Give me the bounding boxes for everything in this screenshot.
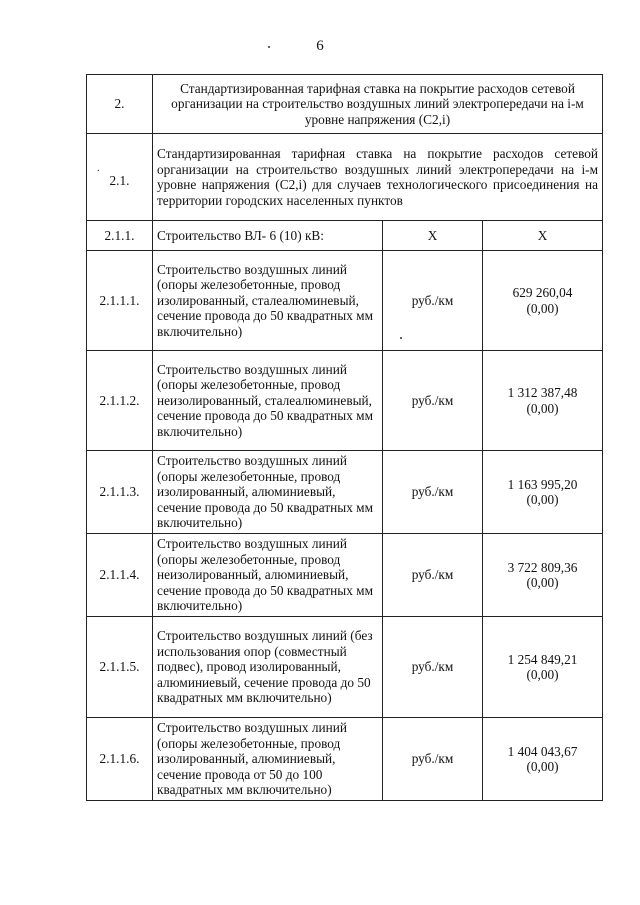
group-row xyxy=(87,221,603,251)
subsection-mark: . xyxy=(97,163,100,175)
row-description: Строительство воздушных линий (опоры железобетонные, провод изолированный, сталеалюминевый, сечение провода до 50 квадратных мм включительно) xyxy=(153,251,383,351)
row-description: Строительство воздушных линий (без использования опор (совместный подвес), провод изолированный, алюминиевый, сечение провода до 50 квадратных мм включительно) xyxy=(153,617,383,718)
row-number: 2.1.1.4. xyxy=(87,534,153,617)
row-value-sub: (0,00) xyxy=(526,300,559,316)
subsection-row xyxy=(87,134,603,221)
row-value-sub: (0,00) xyxy=(526,759,559,774)
row-value: 3 722 809,36 xyxy=(507,559,578,575)
tariff-table xyxy=(86,74,603,801)
row-value-cell xyxy=(483,351,603,451)
table-row xyxy=(87,251,603,351)
row-value: 1 312 387,48 xyxy=(507,385,578,400)
table-row xyxy=(87,351,603,451)
section-row xyxy=(87,75,603,134)
subsection-number-cell xyxy=(87,134,153,221)
table-row xyxy=(87,534,603,617)
row-number: 2.1.1.5. xyxy=(87,617,153,718)
row-number: 2.1.1.3. xyxy=(87,451,153,534)
row-unit: руб./км xyxy=(383,617,483,718)
row-value-cell xyxy=(483,617,603,718)
row-value-cell xyxy=(483,251,603,351)
subsection-number: 2.1. xyxy=(109,173,130,189)
row-unit: руб./км xyxy=(383,718,483,801)
row-unit: руб./км xyxy=(383,534,483,617)
row-description: Строительство воздушных линий (опоры железобетонные, провод изолированный, алюминиевый, сечение провода до 50 квадратных мм включительно) xyxy=(153,451,383,534)
group-unit: X xyxy=(383,221,483,251)
section-number: 2. xyxy=(87,75,153,134)
table-row xyxy=(87,451,603,534)
page-number: 6 xyxy=(316,38,324,54)
row-value: 629 260,04 xyxy=(512,285,573,300)
group-value: X xyxy=(483,221,603,251)
row-value-sub: (0,00) xyxy=(526,667,559,682)
row-value-sub: (0,00) xyxy=(526,400,559,416)
row-unit: руб./км xyxy=(383,351,483,451)
row-description: Строительство воздушных линий (опоры железобетонные, провод неизолированный, сталеалюминевый, сечение провода до 50 квадратных мм включительно) xyxy=(153,351,383,451)
row-value: 1 163 995,20 xyxy=(507,476,578,492)
row-number: 2.1.1.1. xyxy=(87,251,153,351)
row-unit: руб./км xyxy=(383,451,483,534)
row-description: Строительство воздушных линий (опоры железобетонные, провод изолированный, алюминиевый, сечение провода от 50 до 100 квадратных мм включительно) xyxy=(153,718,383,801)
subsection-title: Стандартизированная тарифная ставка на покрытие расходов сетевой организации на строительство воздушных линий электропередачи на i-м уровне напряжения (С2,i) для случаев технологического присоединения на территории городских населенных пунктов xyxy=(153,134,603,221)
row-value-sub: (0,00) xyxy=(526,575,559,590)
group-title: Строительство ВЛ- 6 (10) кВ: xyxy=(153,221,383,251)
section-title: Стандартизированная тарифная ставка на покрытие расходов сетевой организации на строительство воздушных линий электропередачи на i-м уровне напряжения (С2,i) xyxy=(153,75,603,134)
row-description: Строительство воздушных линий (опоры железобетонные, провод неизолированный, алюминиевый, сечение провода до 50 квадратных мм включительно) xyxy=(153,534,383,617)
scan-speck xyxy=(268,46,270,48)
row-value: 1 404 043,67 xyxy=(507,743,578,759)
row-number: 2.1.1.2. xyxy=(87,351,153,451)
table-row xyxy=(87,617,603,718)
group-number: 2.1.1. xyxy=(87,221,153,251)
row-value-cell xyxy=(483,451,603,534)
row-value-cell xyxy=(483,718,603,801)
row-unit: руб./км xyxy=(383,251,483,351)
row-value-cell xyxy=(483,534,603,617)
row-number: 2.1.1.6. xyxy=(87,718,153,801)
table-row xyxy=(87,718,603,801)
row-value-sub: (0,00) xyxy=(526,492,559,507)
row-value: 1 254 849,21 xyxy=(507,651,578,667)
